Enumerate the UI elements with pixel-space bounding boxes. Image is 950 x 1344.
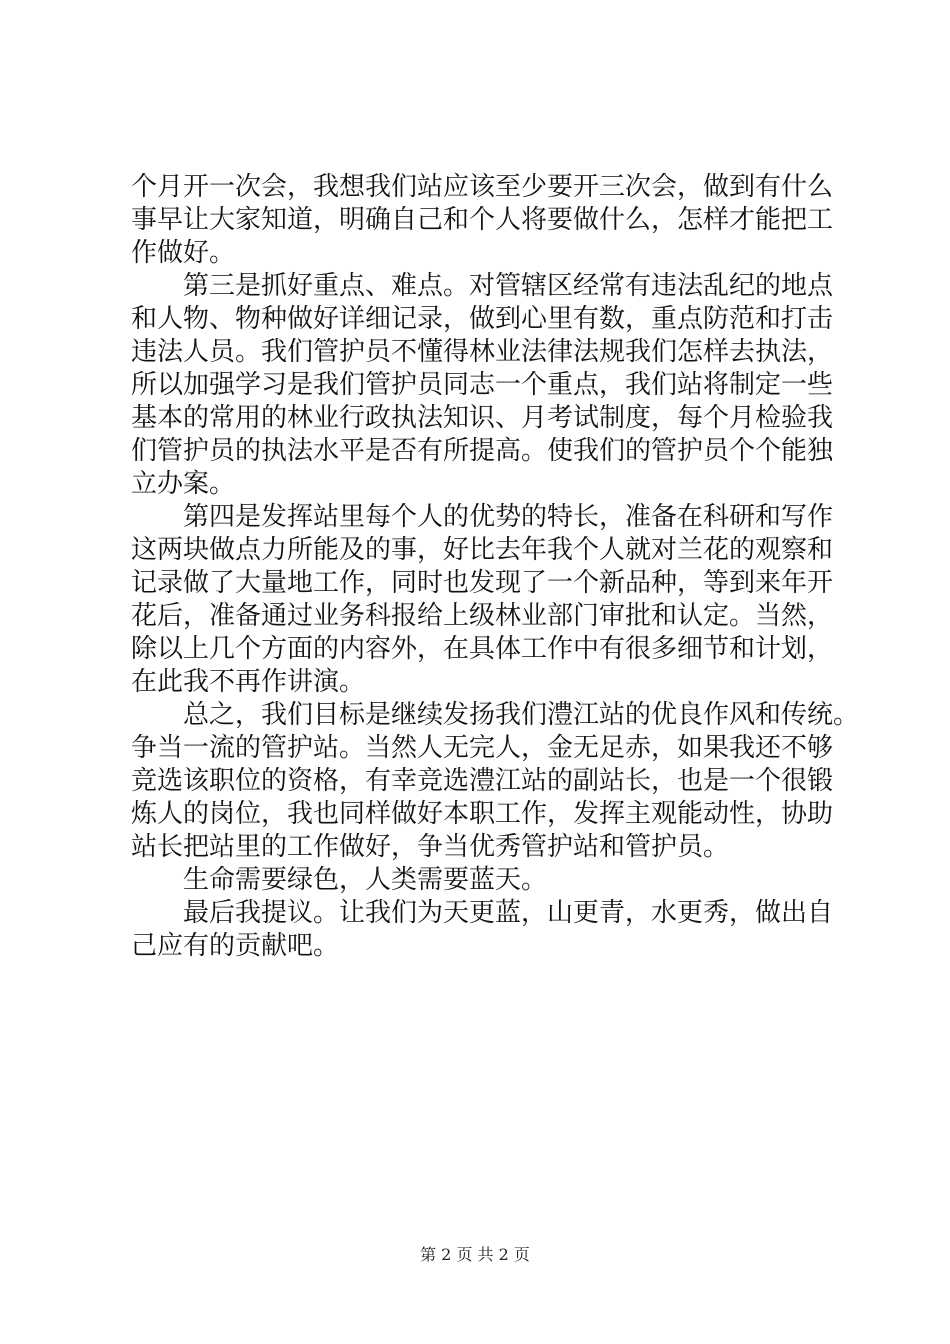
text-line: 站长把站里的工作做好，争当优秀管护站和管护员。 (131, 832, 730, 862)
text-line: 竞选该职位的资格，有幸竞选澧江站的副站长，也是一个很锻 (131, 766, 834, 796)
text-line: 立办案。 (131, 469, 236, 499)
text-line: 除以上几个方面的内容外，在具体工作中有很多细节和计划， (131, 634, 834, 664)
text-line: 争当一流的管护站。当然人无完人，金无足赤，如果我还不够 (131, 733, 834, 763)
text-line: 个月开一次会，我想我们站应该至少要开三次会，做到有什么 (131, 172, 834, 202)
text-line: 们管护员的执法水平是否有所提高。使我们的管护员个个能独 (131, 436, 834, 466)
text-line: 在此我不再作讲演。 (131, 667, 366, 697)
text-line: 花后，准备通过业务科报给上级林业部门审批和认定。当然， (131, 601, 834, 631)
page-footer: 第 2 页 共 2 页 (420, 1245, 530, 1264)
text-line: 第四是发挥站里每个人的优势的特长，准备在科研和写作 (183, 502, 834, 532)
text-line: 作做好。 (131, 238, 236, 268)
text-line: 总之，我们目标是继续发扬我们澧江站的优良作风和传统。 (183, 700, 860, 730)
text-line: 事早让大家知道，明确自己和个人将要做什么，怎样才能把工 (131, 205, 834, 235)
text-line: 和人物、物种做好详细记录，做到心里有数，重点防范和打击 (131, 304, 834, 334)
text-line: 所以加强学习是我们管护员同志一个重点，我们站将制定一些 (131, 370, 834, 400)
text-line: 己应有的贡献吧。 (131, 931, 340, 961)
text-line: 炼人的岗位，我也同样做好本职工作，发挥主观能动性，协助 (131, 799, 834, 829)
text-line: 这两块做点力所能及的事，好比去年我个人就对兰花的观察和 (131, 535, 834, 565)
text-line: 基本的常用的林业行政执法知识、月考试制度，每个月检验我 (131, 403, 834, 433)
text-line: 最后我提议。让我们为天更蓝，山更青，水更秀，做出自 (183, 898, 834, 928)
text-line: 记录做了大量地工作，同时也发现了一个新品种，等到来年开 (131, 568, 834, 598)
document-body (131, 171, 860, 963)
text-line: 违法人员。我们管护员不懂得林业法律法规我们怎样去执法， (131, 337, 834, 367)
text-line: 第三是抓好重点、难点。对管辖区经常有违法乱纪的地点 (183, 271, 834, 301)
text-line: 生命需要绿色，人类需要蓝天。 (183, 865, 548, 895)
